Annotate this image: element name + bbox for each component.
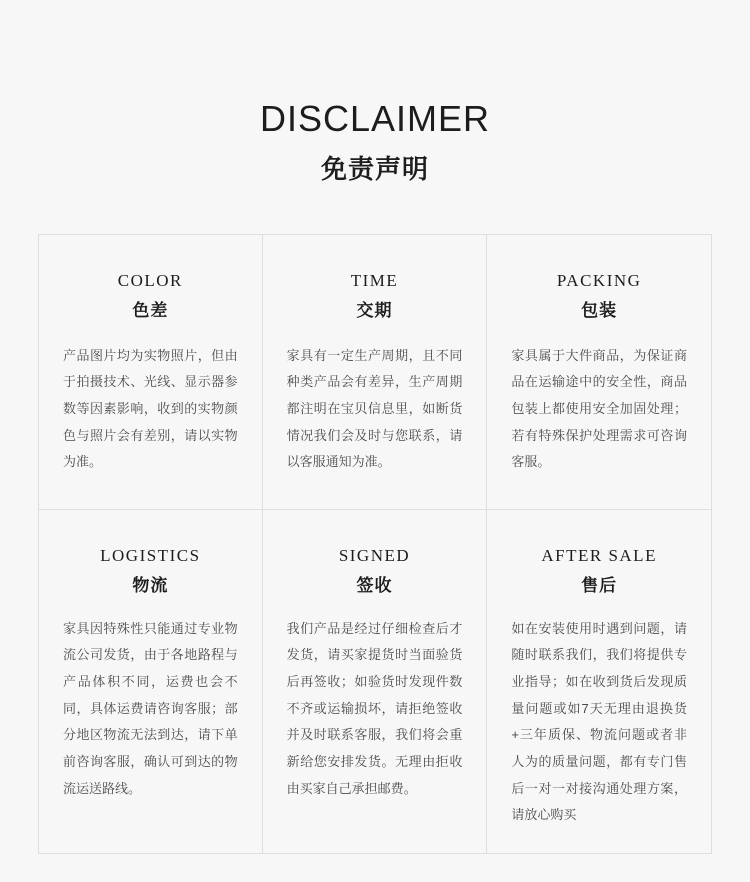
cell-title-cn-color: 色差 bbox=[132, 300, 169, 320]
cell-title-cn-time: 交期 bbox=[356, 300, 393, 320]
cell-body-after-sale: 如在安装使用时遇到问题，请随时联系我们，我们将提供专业指导；如在收到货后发现质量问题或如7天无理由退换货+三年质保、物流问题或者非人为的质量问题，都有专门售后一对一对接沟通处理方案，请放心购买 bbox=[511, 620, 687, 823]
disclaimer-cell-after-sale bbox=[487, 510, 712, 854]
disclaimer-cell-time bbox=[263, 234, 488, 510]
cell-title-cn-after-sale: 售后 bbox=[581, 575, 618, 595]
cell-title-cn-signed: 签收 bbox=[356, 575, 393, 595]
page-title-en: DISCLAIMER bbox=[259, 98, 491, 139]
cell-body-time: 家具有一定生产周期，且不同种类产品会有差异，生产周期都注明在宝贝信息里，如断货情况我们会及时与您联系，请以客服通知为准。 bbox=[286, 347, 463, 470]
disclaimer-cell-logistics bbox=[38, 510, 263, 854]
disclaimer-cell-color bbox=[38, 234, 263, 510]
cell-title-en-logistics: LOGISTICS bbox=[100, 546, 201, 566]
disclaimer-grid bbox=[38, 234, 712, 854]
disclaimer-cell-signed bbox=[263, 510, 488, 854]
cell-title-en-packing: PACKING bbox=[556, 271, 642, 291]
cell-body-color: 产品图片均为实物照片，但由于拍摄技术、光线、显示器参数等因素影响，收到的实物颜色与照片会有差别，请以实物为准。 bbox=[63, 347, 238, 470]
cell-title-cn-packing: 包装 bbox=[581, 300, 618, 320]
cell-body-logistics: 家具因特殊性只能通过专业物流公司发货，由于各地路程与产品体积不同，运费也会不同，具体运费请咨询客服；部分地区物流无法到达，请下单前咨询客服，确认可到达的物流运送路线。 bbox=[63, 620, 238, 796]
cell-body-packing: 家具属于大件商品，为保证商品在运输途中的安全性，商品包装上都使用安全加固处理；若有特殊保护处理需求可咨询客服。 bbox=[511, 347, 687, 470]
cell-title-en-signed: SIGNED bbox=[338, 546, 411, 566]
cell-title-en-color: COLOR bbox=[117, 271, 183, 291]
cell-title-cn-logistics: 物流 bbox=[132, 575, 169, 595]
cell-title-en-after-sale: AFTER SALE bbox=[541, 546, 657, 566]
disclaimer-cell-packing bbox=[487, 234, 712, 510]
cell-body-signed: 我们产品是经过仔细检查后才发货，请买家提货时当面验货后再签收；如验货时发现件数不齐或运输损坏，请拒绝签收并及时联系客服，我们将会重新给您安排发货。无理由拒收由买家自己承担邮费。 bbox=[286, 620, 463, 796]
cell-title-en-time: TIME bbox=[350, 271, 399, 291]
page-title-cn: 免责声明 bbox=[320, 154, 429, 185]
page-header bbox=[0, 0, 750, 186]
